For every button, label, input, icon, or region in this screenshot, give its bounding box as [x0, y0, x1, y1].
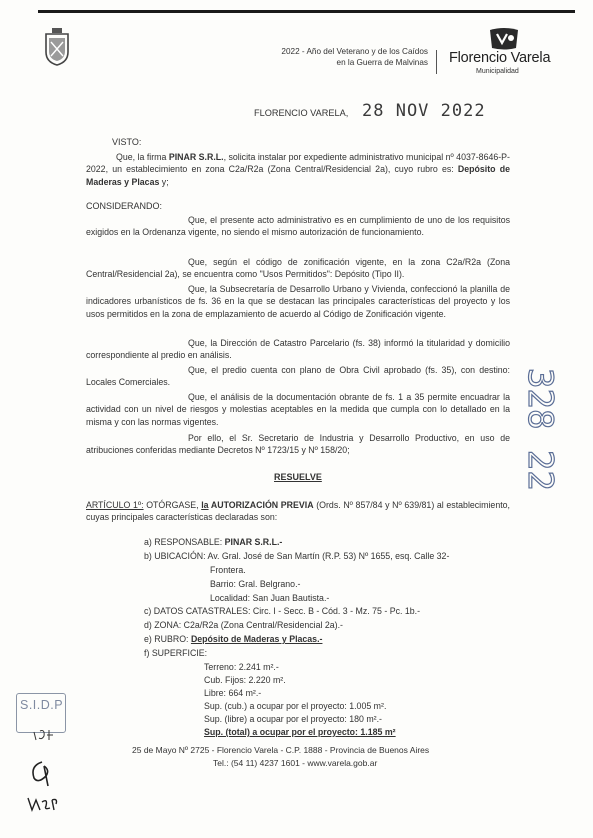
item-superficie: f) SUPERFICIE: — [144, 648, 208, 658]
considerando-p2: Que, según el código de zonificación vigente, en la zona C2a/R2a (Zona Central/Residencial 2a), se encuentra como "Usos Permitidos": Depósito (Tipo II). — [86, 257, 510, 280]
date-place: FLORENCIO VARELA, — [254, 108, 349, 118]
considerando-heading: CONSIDERANDO: — [86, 201, 163, 211]
superficie-libre: Libre: 664 m².- — [204, 688, 262, 698]
considerando-p3: Que, la Subsecretaría de Desarrollo Urbano y Vivienda, confeccionó la planilla de indicadores urbanísticos de fs. 36 en la que se destacan las principales características del proyecto y los usos permitidos en la zona de emplazamiento de acuerdo al Código de Zonificación vigente. — [86, 284, 510, 319]
date-stamp: 28 NOV 2022 — [362, 101, 486, 121]
superficie-cub-proyecto: Sup. (cub.) a ocupar por el proyecto: 1.005 m². — [204, 701, 387, 711]
sidp-text: S.I.D.P — [20, 698, 64, 712]
considerando-p5: Que, el predio cuenta con plano de Obra Civil aprobado (fs. 35), con destino: Locales Comerciales. — [86, 365, 510, 388]
superficie-libre-proyecto: Sup. (libre) a ocupar por el proyecto: 180 m².- — [204, 714, 382, 724]
item-responsable: a) RESPONSABLE: PINAR S.R.L.- — [144, 537, 283, 547]
top-rule — [38, 10, 575, 13]
item-rubro: e) RUBRO: Depósito de Maderas y Placas.- — [144, 634, 323, 644]
considerando-p6: Que, el análisis de la documentación obrante de fs. 1 a 35 permite encuadrar la actividad con un nivel de riesgos y molestias aceptables en la medida que cumpla con lo detallado en la misma y con las normas vigentes. — [86, 392, 510, 427]
superficie-cubierta: Cub. Fijos: 2.220 m². — [204, 675, 286, 685]
item-datos-catastrales: c) DATOS CATASTRALES: Circ. I - Secc. B - Cód. 3 - Mz. 75 - Pc. 1b.- — [144, 606, 421, 616]
footer-contact: Tel.: (54 11) 4237 1601 - www.varela.gob.ar — [213, 758, 378, 768]
item-barrio: Barrio: Gral. Belgrano.- — [210, 579, 301, 589]
motto-line-1: 2022 - Año del Veterano y de los Caídos — [281, 47, 428, 56]
municipal-crest-icon — [44, 28, 70, 66]
logo-name: Florencio Varela — [449, 50, 551, 66]
article-1: ARTÍCULO 1º: OTÓRGASE, la AUTORIZACIÓN PREVIA (Ords. Nº 857/84 y Nº 639/81) al establecimiento, cuyas principales características declaradas son: — [86, 500, 510, 523]
considerando-p1: Que, el presente acto administrativo es en cumplimiento de uno de los requisitos exigidos en la Ordenanza vigente, no siendo el mismo autorización de funcionamiento. — [86, 215, 510, 238]
handwritten-initials-signature — [20, 726, 64, 812]
logo-subtitle: Municipalidad — [476, 68, 519, 75]
superficie-terreno: Terreno: 2.241 m².- — [204, 662, 279, 672]
visto-heading: VISTO: — [112, 137, 142, 147]
footer-address: 25 de Mayo Nº 2725 - Florencio Varela - C.P. 1888 - Provincia de Buenos Aires — [132, 745, 430, 755]
side-number-text: 328 22 — [520, 368, 560, 491]
item-zona: d) ZONA: C2a/R2a (Zona Central/Residencial 2a).- — [144, 620, 343, 630]
considerando-p4: Que, la Dirección de Catastro Parcelario (fs. 38) informó la titularidad y domicilio correspondiente al predio en análisis. — [86, 338, 510, 361]
resuelve-heading: RESUELVE — [274, 472, 322, 482]
item-ubicacion-cont: Frontera. — [210, 565, 246, 575]
considerando-p7: Por ello, el Sr. Secretario de Industria y Desarrollo Productivo, en uso de atribuciones conferidas mediante Decretos Nº 1723/15 y Nº 158/20; — [86, 433, 510, 456]
florencio-varela-logo-icon — [486, 28, 522, 50]
header-divider — [436, 50, 437, 74]
item-localidad: Localidad: San Juan Bautista.- — [210, 593, 330, 603]
motto-line-2: en la Guerra de Malvinas — [336, 57, 428, 67]
visto-paragraph: Que, la firma PINAR S.R.L., solicita instalar por expediente administrativo municipal nº 4037-8646-P-2022, un establecimiento en zona C2a/R2a (Zona Central/Residencial 2a), cuyo rubro es: Depósito de Maderas y Placas y; — [86, 152, 510, 187]
commemorative-motto — [200, 47, 428, 68]
side-page-number-stamp — [519, 364, 560, 514]
item-ubicacion: b) UBICACIÓN: Av. Gral. José de San Martín (R.P. 53) Nº 1655, esq. Calle 32- — [144, 551, 450, 561]
superficie-total-proyecto: Sup. (total) a ocupar por el proyecto: 1.185 m² — [204, 727, 396, 737]
